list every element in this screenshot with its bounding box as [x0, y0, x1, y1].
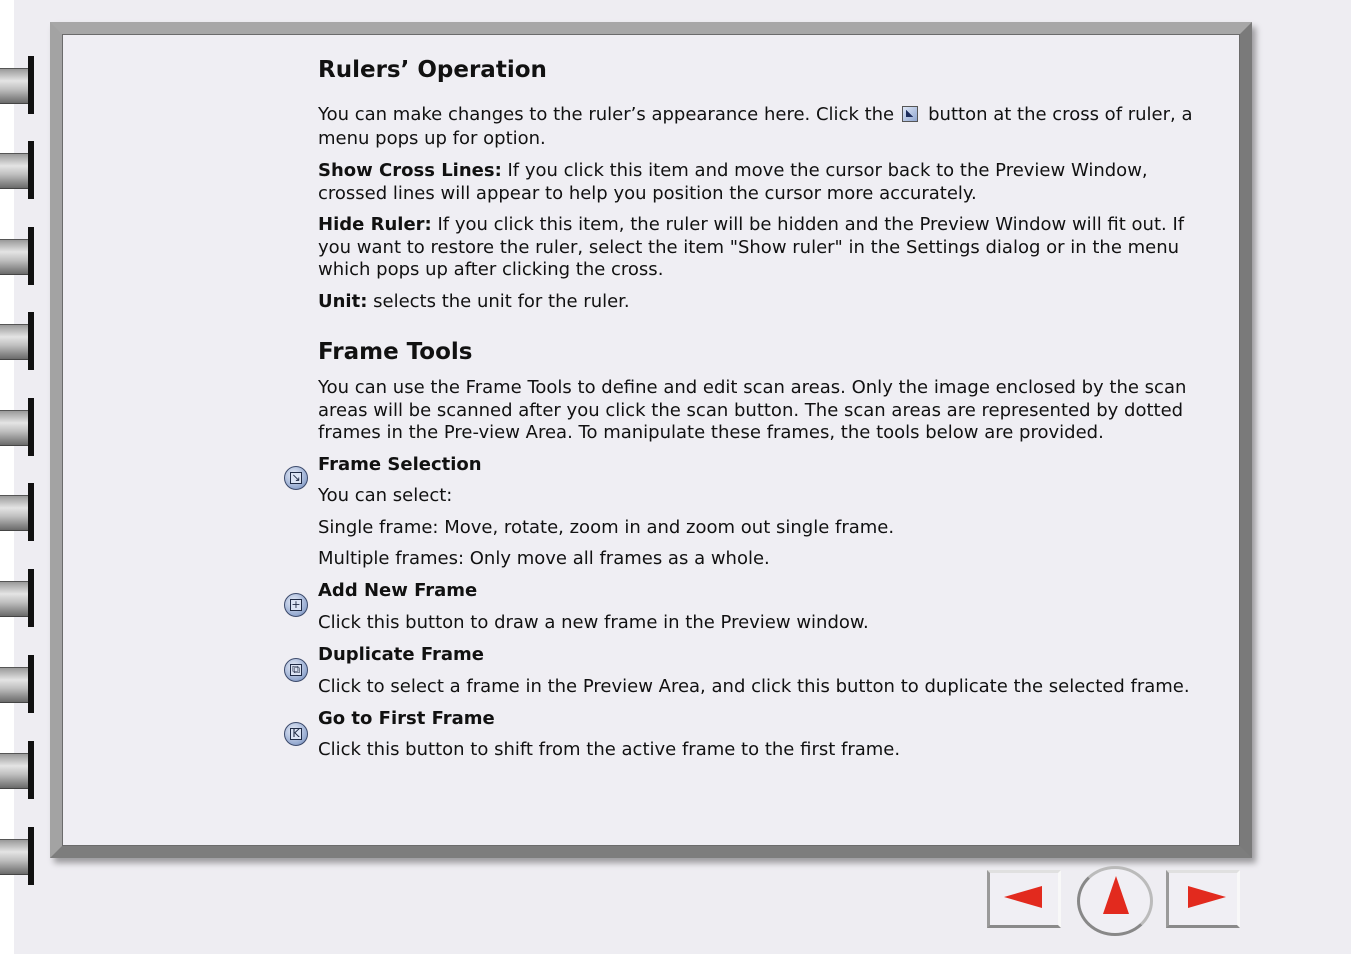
duplicate-frame-line: Click to select a frame in the Preview Area, and click this button to duplicate the selected frame.	[318, 676, 1190, 697]
hide-ruler-paragraph	[318, 214, 1216, 282]
frame-selection-icon[interactable]: ↘	[284, 466, 308, 490]
go-to-first-frame-line: Click this button to shift from the active frame to the first frame.	[318, 739, 901, 760]
hide-ruler-label: Hide Ruler:	[318, 214, 432, 235]
binder-ring	[0, 312, 34, 370]
first-frame-icon[interactable]: K	[284, 722, 308, 746]
page-content	[318, 55, 1216, 762]
go-to-first-frame-title: Go to First Frame	[318, 707, 495, 729]
frame-selection-line: You can select:	[318, 485, 453, 506]
frame-selection-line: Multiple frames: Only move all frames as a whole.	[318, 548, 770, 569]
show-cross-lines-label: Show Cross Lines:	[318, 160, 502, 181]
binder-ring	[0, 483, 34, 541]
binder-ring	[0, 227, 34, 285]
rulers-intro	[318, 103, 1216, 151]
binder-ring	[0, 741, 34, 799]
unit-text: selects the unit for the ruler.	[367, 290, 630, 312]
binder-ring	[0, 398, 34, 456]
frame-selection-line: Single frame: Move, rotate, zoom in and zoom out single frame.	[318, 516, 895, 538]
add-new-frame-title: Add New Frame	[318, 579, 478, 601]
unit-paragraph	[318, 291, 1216, 314]
ruler-cross-icon[interactable]	[902, 106, 918, 122]
duplicate-frame-icon[interactable]: ⧉	[284, 658, 308, 682]
binder-rings	[0, 0, 40, 954]
show-cross-lines-text: If you click this item and move the cursor back to the Preview Window, crossed lines will appear to help you position the cursor more accurately.	[318, 160, 1148, 204]
frame-tools-intro: You can use the Frame Tools to define and edit scan areas. Only the image enclosed by the scan areas will be scanned after you click the scan button. The scan areas are represented by dotted frames in the Pre-view Area. To manipulate these frames, the tools below are provided.	[318, 377, 1187, 443]
rulers-intro-text-1: You can make changes to the ruler’s appearance here. Click the	[318, 104, 895, 125]
add-frame-icon[interactable]: +	[284, 593, 308, 617]
frame-tools-heading: Frame Tools	[318, 339, 473, 365]
rulers-intro-text-2: button at the cross of ruler, a menu pops up for option.	[318, 104, 1193, 149]
binder-ring	[0, 56, 34, 114]
arrow-right-icon	[1188, 886, 1226, 908]
add-new-frame-line: Click this button to draw a new frame in the Preview window.	[318, 612, 869, 633]
frame-selection-title: Frame Selection	[318, 453, 482, 475]
rulers-heading: Rulers’ Operation	[318, 57, 547, 83]
arrow-left-icon	[1004, 886, 1042, 908]
show-cross-lines-paragraph	[318, 160, 1216, 205]
hide-ruler-text: If you click this item, the ruler will be hidden and the Preview Window will fit out. If you want to restore the ruler, select the item "Show ruler" in the Settings dialog or in the menu which pops up after clicking the cross.	[318, 214, 1185, 280]
binder-ring	[0, 141, 34, 199]
binder-ring	[0, 569, 34, 627]
duplicate-frame-title: Duplicate Frame	[318, 643, 485, 665]
arrow-up-icon	[1103, 876, 1129, 914]
binder-ring	[0, 827, 34, 885]
unit-label: Unit:	[318, 290, 368, 312]
binder-ring	[0, 655, 34, 713]
